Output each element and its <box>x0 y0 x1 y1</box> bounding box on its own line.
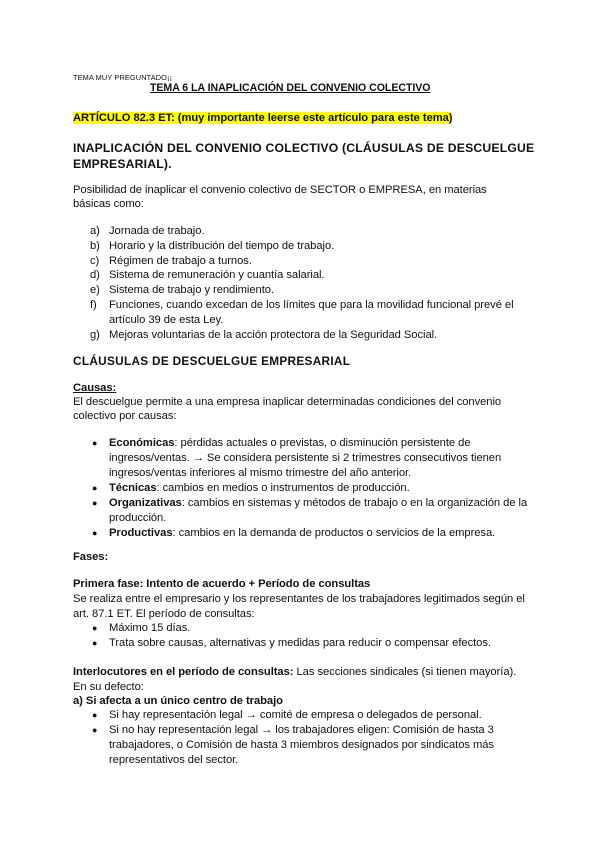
list-item: d) Sistema de remuneración y cuantía salarial. <box>90 269 325 281</box>
article-highlight: ARTÍCULO 82.3 ET: (muy importante leerse este artículo para este tema) <box>73 112 453 124</box>
list-item: ● Económicas: pérdidas actuales o previstas, o disminución persistente de <box>92 437 471 449</box>
phase1-list <box>0 621 600 651</box>
list-item: ● Máximo 15 días. <box>92 622 191 634</box>
causes-list <box>0 436 600 541</box>
section2-heading: CLÁUSULAS DE DESCUELGUE EMPRESARIAL <box>73 354 351 368</box>
list-item-continuation: trabajadores, o Comisión de hasta 3 miembros designados por sindicatos más <box>109 739 494 751</box>
phases-label: Fases: <box>73 551 109 563</box>
list-item: b) Horario y la distribución del tiempo de trabajo. <box>90 240 335 252</box>
case-a-title: a) Si afecta a un único centro de trabajo <box>73 695 283 707</box>
bullet-icon: ● <box>92 725 98 735</box>
list-item: e) Sistema de trabajo y rendimiento. <box>90 284 275 296</box>
article-reference <box>73 111 452 126</box>
interlocutors-line: Interlocutores en el período de consultas: Las secciones sindicales (si tienen mayoría). <box>73 666 517 678</box>
bullet-icon: ● <box>92 623 98 633</box>
list-item: ● Si no hay representación legal → los trabajadores eligen: Comisión de hasta 3 <box>92 724 494 736</box>
bullet-icon: ● <box>92 483 98 493</box>
list-item-continuation: ingresos/ventas. → Se considera persistente si 2 trimestres consecutivos tienen <box>109 452 502 464</box>
case-a-list <box>0 708 600 768</box>
section1-intro-line1: Posibilidad de inaplicar el convenio colectivo de SECTOR o EMPRESA, en materias <box>73 184 487 196</box>
list-item: f) Funciones, cuando excedan de los límites que para la movilidad funcional prevé el <box>90 299 514 311</box>
list-item: ● Productivas: cambios en la demanda de productos o servicios de la empresa. <box>92 527 496 539</box>
list-item: g) Mejoras voluntarias de la acción protectora de la Seguridad Social. <box>90 329 438 341</box>
bullet-icon: ● <box>92 498 98 508</box>
list-item: ● Organizativas: cambios en sistemas y métodos de trabajo o en la organización de la <box>92 497 528 509</box>
list-item-continuation: producción. <box>109 512 167 524</box>
list-item: c) Régimen de trabajo a turnos. <box>90 255 252 267</box>
header-note: TEMA MUY PREGUNTADO¡¡ <box>73 73 173 82</box>
bullet-icon: ● <box>92 638 98 648</box>
page-title: TEMA 6 LA INAPLICACIÓN DEL CONVENIO COLECTIVO <box>150 82 431 94</box>
phase1-title: Primera fase: Intento de acuerdo + Período de consultas <box>73 578 371 590</box>
causes-intro-line1: El descuelgue permite a una empresa inaplicar determinadas condiciones del convenio <box>73 396 502 408</box>
list-item: ● Técnicas: cambios en medios o instrumentos de producción. <box>92 482 410 494</box>
phase1-line2: art. 87.1 ET. El período de consultas: <box>73 608 255 620</box>
bullet-icon: ● <box>92 710 98 720</box>
causes-label: Causas: <box>73 382 117 394</box>
section1-heading-line2: EMPRESARIAL). <box>73 157 172 171</box>
list-item: ● Si hay representación legal → comité de empresa o delegados de personal. <box>92 709 482 721</box>
list-item-continuation: representativos del sector. <box>109 754 239 766</box>
section1-heading-line1: INAPLICACIÓN DEL CONVENIO COLECTIVO (CLÁUSULAS DE DESCUELGUE <box>73 141 535 155</box>
list-item-continuation: artículo 39 de esta Ley. <box>109 314 224 326</box>
phase1-line1: Se realiza entre el empresario y los representantes de los trabajadores legitimados según el <box>73 593 525 605</box>
bullet-icon: ● <box>92 438 98 448</box>
list-item-continuation: ingresos/ventas inferiores al mismo trimestre del año anterior. <box>109 467 412 479</box>
list-item: ● Trata sobre causas, alternativas y medidas para reducir o compensar efectos. <box>92 637 491 649</box>
causes-intro-line2: colectivo por causas: <box>73 410 177 422</box>
materias-list <box>0 224 600 343</box>
bullet-icon: ● <box>92 528 98 538</box>
section1-intro-line2: básicas como: <box>73 198 144 210</box>
interlocutors-line2: En su defecto: <box>73 681 144 693</box>
list-item: a) Jornada de trabajo. <box>90 225 205 237</box>
